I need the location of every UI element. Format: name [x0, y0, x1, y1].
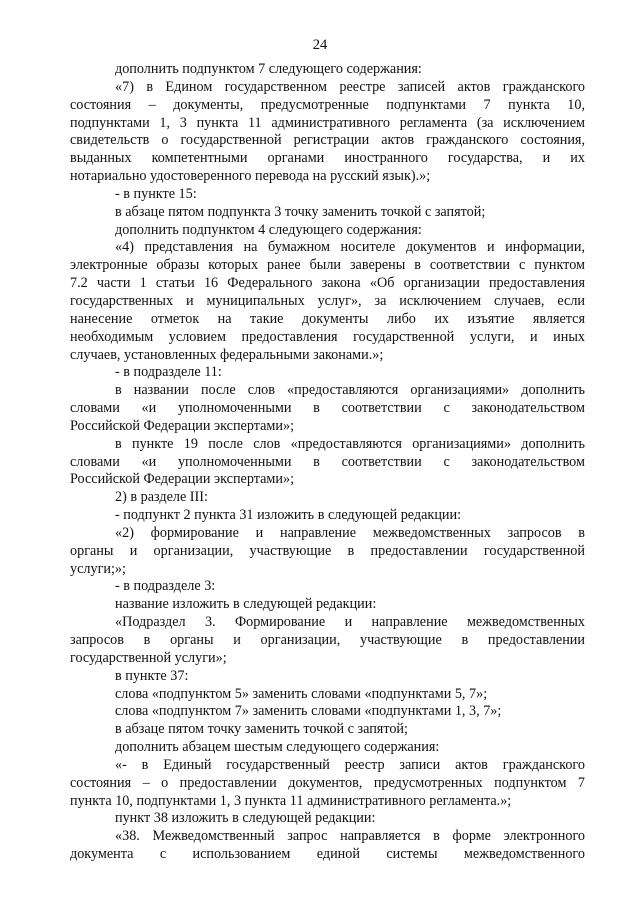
text-line: 7.2 части 1 статьи 16 Федерального закона «Об организации предоставления	[70, 275, 585, 292]
paragraph	[115, 222, 585, 240]
text-line: в пункте 19 после слов «предоставляются организациями» дополнить	[115, 435, 585, 452]
text-line: «- в Единый государственный реестр записи актов гражданского	[115, 756, 585, 773]
paragraph	[115, 61, 585, 79]
text-line: 2) в разделе III:	[115, 489, 208, 506]
text-line: слова «подпунктом 5» заменить словами «подпунктами 5, 7»;	[115, 685, 488, 702]
text-line: выданных компетентными органами иностранного государства, и их	[70, 150, 585, 167]
text-line: услуги;»;	[70, 560, 126, 577]
text-line: - в подразделе 3:	[115, 578, 216, 595]
text-line: органы и организации, участвующие в предоставлении государственной	[70, 542, 585, 559]
text-line: нанесение отметок на такие документы либо их изъятие является	[70, 310, 585, 327]
paragraph	[70, 435, 585, 490]
text-line: - подпункт 2 пункта 31 изложить в следующей редакции:	[115, 507, 462, 524]
text-line: в пункте 37:	[115, 667, 189, 684]
page-number: 24	[312, 37, 328, 53]
text-line: свидетельств о государственной регистрации актов гражданского состояния,	[70, 132, 585, 149]
text-line: случаев, установленных федеральными законами.»;	[70, 346, 384, 363]
text-line: словами «и уполномоченными в соответствии с законодательством	[70, 453, 585, 470]
paragraph	[115, 686, 585, 704]
text-line: документа с использованием единой системы межведомственного	[70, 846, 585, 863]
paragraph	[70, 382, 585, 436]
paragraph	[70, 239, 585, 364]
text-line: в названии после слов «предоставляются организациями» дополнить	[115, 382, 585, 399]
text-line: запросов в органы и организации, участвующие в предоставлении	[70, 632, 585, 648]
text-line: «2) формирование и направление межведомственных запросов в	[115, 524, 585, 541]
text-line: Российской Федерации экспертами»;	[70, 417, 295, 434]
text-line: - в пункте 15:	[115, 185, 197, 202]
text-line: «7) в Едином государственном реестре записей актов гражданского	[115, 78, 585, 95]
text-line: в абзаце пятом точку заменить точкой с запятой;	[115, 721, 408, 738]
paragraph	[70, 828, 585, 864]
text-line: «38. Межведомственный запрос направляется в форме электронного	[115, 828, 585, 845]
paragraph	[115, 204, 585, 222]
paragraph	[115, 668, 585, 686]
text-line: нотариально удостоверенного перевода на русский язык).»;	[70, 168, 431, 185]
paragraph	[115, 364, 585, 382]
text-line: электронные образы которых ранее были заверены в соответствии с пунктом	[70, 257, 585, 274]
text-line: название изложить в следующей редакции:	[115, 596, 377, 613]
text-line: - в подразделе 11:	[115, 364, 222, 381]
paragraph	[70, 524, 585, 579]
text-line: необходимым условием предоставления государственной услуги, и иных	[70, 328, 585, 345]
paragraph	[115, 578, 585, 596]
text-line: государственных и муниципальных услуг», за исключением случаев, если	[70, 292, 585, 309]
paragraph	[115, 186, 585, 204]
text-line: государственной услуги»;	[70, 649, 227, 666]
paragraph	[115, 507, 585, 525]
text-line: пункт 38 изложить в следующей редакции:	[115, 810, 376, 827]
paragraph	[115, 721, 585, 739]
text-line: Российской Федерации экспертами»;	[70, 471, 295, 488]
document-body	[70, 61, 585, 864]
paragraph	[115, 703, 585, 721]
text-line: «4) представления на бумажном носителе документов и информации,	[115, 239, 585, 256]
paragraph	[70, 756, 585, 811]
text-line: дополнить подпунктом 7 следующего содержания:	[115, 61, 422, 77]
paragraph	[70, 78, 585, 186]
paragraph	[115, 810, 585, 828]
text-line: состояния – о предоставлении документов, предусмотренных подпунктом 7	[70, 774, 585, 791]
text-line: состояния – документы, предусмотренные подпунктами 7 пункта 10,	[70, 96, 585, 113]
text-line: дополнить абзацем шестым следующего содержания:	[115, 739, 440, 756]
text-line: пункта 10, подпунктами 1, 3 пункта 11 административного регламента.»;	[70, 792, 512, 809]
text-line: слова «подпунктом 7» заменить словами «подпунктами 1, 3, 7»;	[115, 703, 502, 720]
text-line: дополнить подпунктом 4 следующего содержания:	[115, 221, 422, 238]
paragraph	[70, 614, 585, 668]
paragraph	[115, 489, 585, 507]
paragraph	[115, 739, 585, 757]
text-line: словами «и уполномоченными в соответствии с законодательством	[70, 400, 585, 417]
text-line: в абзаце пятом подпункта 3 точку заменить точкой с запятой;	[115, 203, 486, 220]
text-line: подпунктами 1, 3 пункта 11 административного регламента (за исключением	[70, 114, 585, 131]
text-line: «Подраздел 3. Формирование и направление межведомственных	[115, 614, 585, 631]
paragraph	[115, 596, 585, 614]
